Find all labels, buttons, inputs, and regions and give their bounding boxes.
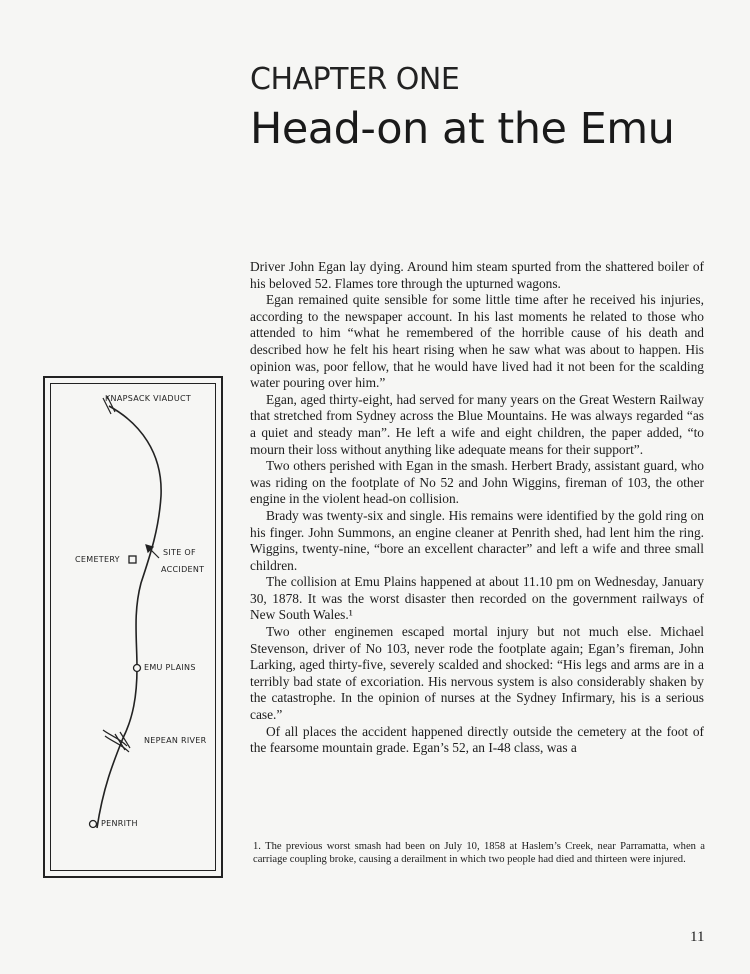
page-number: 11 [690,929,705,945]
body-text [250,259,704,757]
label-nepean-river: NEPEAN RIVER [144,736,207,745]
emu-plains-marker [134,665,141,672]
label-penrith: PENRITH [101,819,138,828]
chapter-title: Head-on at the Emu [250,104,675,154]
footnote: 1. The previous worst smash had been on July 10, 1858 at Haslem’s Creek, near Parramatta, when a carriage coupling broke, causing a derailment in which two people had died and thirteen were injured. [253,841,705,865]
paragraph: Two others perished with Egan in the smash. Herbert Brady, assistant guard, who was riding on the footplate of No 52 and John Wiggins, fireman of 103, the other engine in the violent head-on collision. [250,458,704,507]
railway-line [97,406,161,828]
map-drawing [45,378,221,876]
chapter-label: CHAPTER ONE [250,62,460,97]
label-emu-plains: EMU PLAINS [144,663,196,672]
paragraph: Two other enginemen escaped mortal injury but not much else. Michael Stevenson, driver of No 103, never rode the footplate again; Egan’s fireman, John Larking, aged thirty-five, severely scalded and shocked: “His legs and arms are in a terribly bad state of excoriation. His nervous system is also considerably shaken by the catastrophe. In the opinion of nurses at the Sydney Infirmary, his is a serious case.” [250,624,704,723]
paragraph: Driver John Egan lay dying. Around him steam spurted from the shattered boiler of his beloved 52. Flames tore through the upturned wagons. [250,259,704,291]
label-knapsack-viaduct: KNAPSACK VIADUCT [105,394,192,403]
route-map [43,376,223,878]
label-site-of: SITE OF [163,548,196,557]
paragraph: Egan, aged thirty-eight, had served for many years on the Great Western Railway that stretched from Sydney across the Blue Mountains. He was always regarded “as a quiet and steady man”. He left a wife and eight children, the paper added, “to mourn their loss without anything like adequate means for their support”. [250,391,704,457]
paragraph: Egan remained quite sensible for some little time after he received his injuries, according to the newspaper account. In his last moments he related to those who attended to him “what he remembered of the horrible cause of his death and described how he felt his heart rising when he saw what was about to happen. His opinion was, poor fellow, that he would have lived had it not been for the scalding water pouring over him.” [250,292,704,391]
paragraph: The collision at Emu Plains happened at about 11.10 pm on Wednesday, January 30, 1878. It was the worst disaster then recorded on the government railways of New South Wales.¹ [250,574,704,623]
label-accident: ACCIDENT [161,565,205,574]
label-cemetery: CEMETERY [75,555,120,564]
accident-arrow [146,545,159,558]
penrith-marker [90,821,97,828]
cemetery-marker [129,556,136,563]
paragraph: Brady was twenty-six and single. His remains were identified by the gold ring on his finger. John Summons, an engine cleaner at Penrith shed, had lent him the ring. Wiggins, twenty-nine, “bore an excellent character” and left a wife and three small children. [250,507,704,573]
paragraph: Of all places the accident happened directly outside the cemetery at the foot of the fearsome mountain grade. Egan’s 52, an I-48 class, was a [250,723,704,756]
